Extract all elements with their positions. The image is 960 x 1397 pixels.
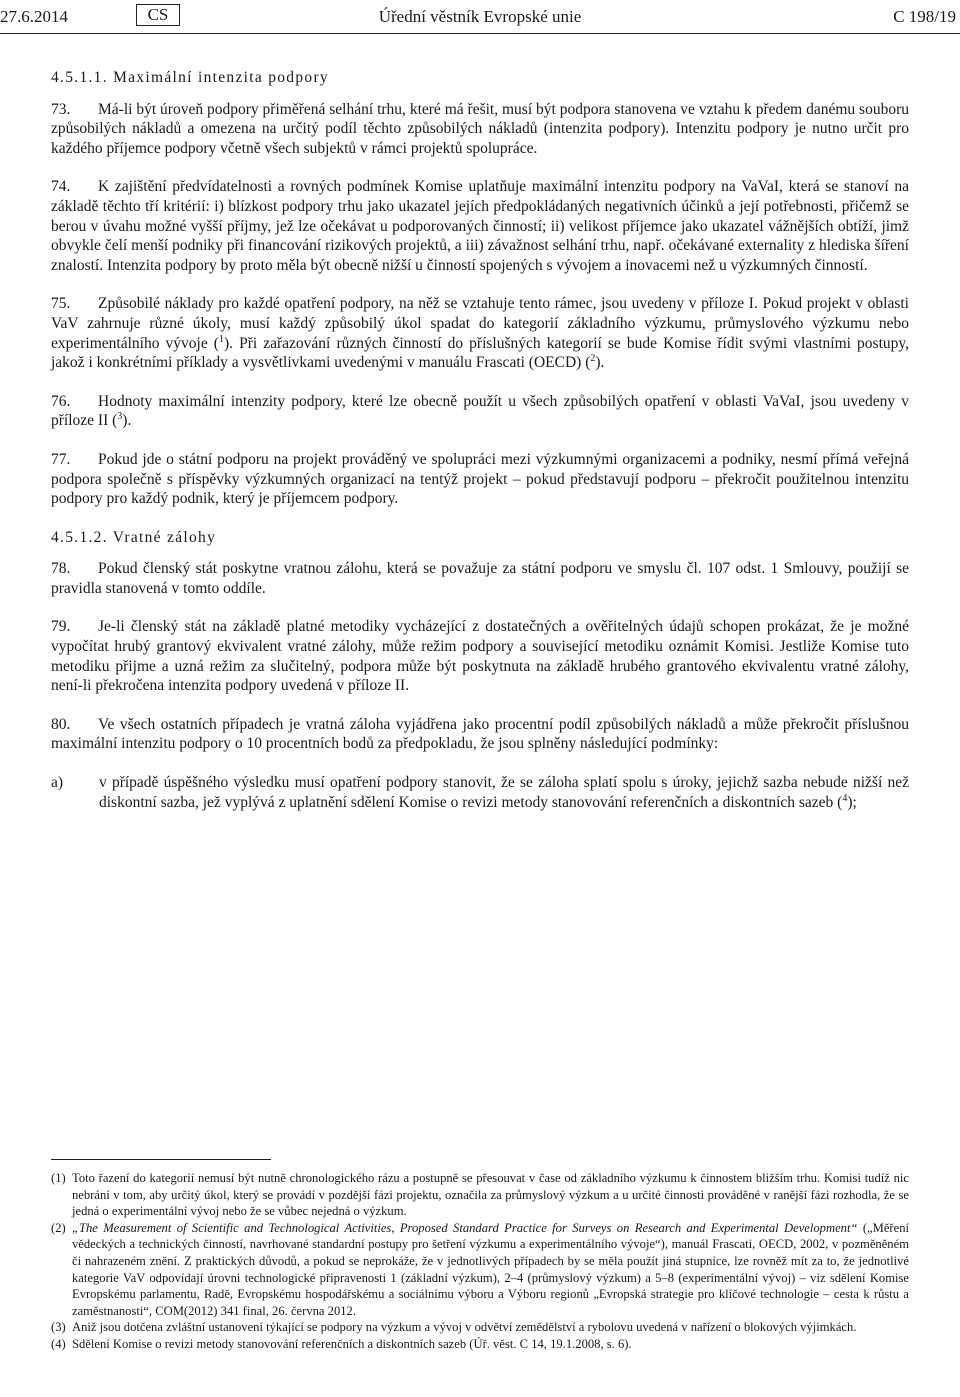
language-badge: CS bbox=[136, 4, 180, 26]
document-body bbox=[51, 68, 909, 812]
footnote-mark: (4) bbox=[51, 1336, 66, 1351]
paragraph-number: 75. bbox=[51, 295, 71, 313]
paragraph-text: Pokud jde o státní podporu na projekt prováděný ve spolupráci mezi výzkumnými organizacemi a podniky, nesmí přímá veřejná podpora společně s příspěvky výzkumných organizací na tentýž projekt – pokud představují podporu – překročit použitelnou intenzitu podpory pro každý podnik, který je příjemcem podpory. bbox=[51, 450, 909, 508]
paragraph-74 bbox=[51, 177, 909, 275]
footnote-italic-title: „The Measurement of Scientific and Technological Activities, Proposed Standard Practice for Surveys on Research and Experimental Development“ bbox=[72, 1220, 858, 1235]
paragraph-number: 80. bbox=[51, 715, 71, 733]
paragraph-number: 78. bbox=[51, 560, 71, 578]
header-rule bbox=[0, 33, 960, 34]
paragraph-text: Je-li členský stát na základě platné metodiky vycházející z dostatečných a ověřitelných údajů schopen prokázat, že je možné vypočítat hrubý grantový ekvivalent vratné zálohy, může režim podpory a související metodiku oznámit Komisi. Jestliže Komise tuto metodiku přijme a uzná režim za slučitelný, podpora může být poskytnuta na základě hrubého grantového ekvivalentu vratné zálohy, není-li překročena intenzita podpory uvedená v příloze II. bbox=[51, 618, 909, 695]
item-text: ); bbox=[847, 793, 857, 811]
paragraph-text: Způsobilé náklady pro každé opatření podpory, na něž se vztahuje tento rámec, jsou uvedeny v příloze I. Pokud projekt v oblasti VaV zahrnuje různé úkoly, musí každý způsobilý úkol spadat do kategorií základního výzkumu, průmyslového výzkumu nebo experimentálního vývoje ( bbox=[51, 295, 909, 352]
paragraph-text: Pokud členský stát poskytne vratnou zálohu, která se považuje za státní podporu ve smyslu čl. 107 odst. 1 Smlouvy, použijí se pravidla stanovená v tomto oddíle. bbox=[51, 560, 909, 597]
paragraph-73 bbox=[51, 100, 909, 159]
paragraph-text: ). bbox=[122, 412, 132, 430]
footnote-text: Toto řazení do kategorií nemusí být nutně chronologického rázu a postupně se přesouvat v čase od základního výzkumu k činnostem bližším trhu. Komisi tudíž nic nebrání v tom, aby určitý úkol, který se provádí v pozdější fázi projektu, označila za průmyslový výzkum a u určité činnosti prováděné v ranější fázi rozhodla, že se jedná o experimentální vývoj nebo že se vůbec nejedná o výzkum. bbox=[72, 1171, 909, 1219]
paragraph-text: Ve všech ostatních případech je vratná záloha vyjádřena jako procentní podíl způsobilých nákladů a může překročit příslušnou maximální intenzitu podpory o 10 procentních bodů za předpokladu, že jsou splněny následující podmínky: bbox=[51, 715, 909, 753]
paragraph-number: 79. bbox=[51, 618, 71, 636]
publication-date: 27.6.2014 bbox=[0, 7, 68, 26]
footnote-3 bbox=[51, 1319, 909, 1336]
footnote-4 bbox=[51, 1336, 909, 1353]
paragraph-79 bbox=[51, 617, 909, 695]
paragraph-80 bbox=[51, 715, 909, 754]
paragraph-78 bbox=[51, 559, 909, 598]
paragraph-number: 74. bbox=[51, 178, 71, 196]
footnote-text: Aniž jsou dotčena zvláštní ustanovení týkající se podpory na výzkum a vývoj v odvětví zemědělství a rybolovu uvedená v nařízení o blokových výjimkách. bbox=[72, 1320, 857, 1335]
footnote-ref-1[interactable]: 1 bbox=[218, 333, 224, 345]
paragraph-text: ). Při zařazování různých činností do příslušných kategorií se bude Komise řídit svými vlastními postupy, jakož i konkrétními příklady a vysvětlivkami uvedenými v manuálu Frascati (OECD) ( bbox=[51, 334, 909, 372]
footnote-text: („Měření vědeckých a technických činností, navrhované standardní postupy pro šetření výzkumu a experimentálního vývoje“), manuál Frascati, OECD, 2002, v pozměněném či nahrazeném znění. Z praktických důvodů, a pokud se neprokáže, že v jednotlivých případech by se měla použít jiná stupnice, lze rovněž mít za to, že jednotlivé kategorie VaV odpovídají úrovni technologické připravenosti 1 (základní výzkum), 2–4 (průmyslový výzkum) a 5–8 (experimentální vývoj) – viz sdělení Komise Evropskému parlamentu, Radě, Evropskému hospodářskému a sociálnímu výboru a Výboru regionů „Evropská strategie pro klíčové technologie – cesta k růstu a zaměstnanosti“, COM(2012) 341 final, 26. června 2012. bbox=[72, 1220, 909, 1318]
paragraph-number: 77. bbox=[51, 450, 71, 468]
footnote-ref-3[interactable]: 3 bbox=[117, 411, 123, 423]
footnote-mark: (2) bbox=[51, 1220, 66, 1235]
footnote-text: Sdělení Komise o revizi metody stanovování referenčních a diskontních sazeb (Úř. věst. C 14, 19.1.2008, s. 6). bbox=[72, 1336, 632, 1351]
section-heading-intensity: 4.5.1.1. Maximální intenzita podpory bbox=[51, 69, 329, 86]
footnote-rule bbox=[51, 1159, 271, 1160]
item-label: a) bbox=[51, 774, 64, 792]
paragraph-text: Má-li být úroveň podpory přiměřená selhání trhu, které má řešit, musí být podpora stanovena ve vztahu k předem danému souboru způsobilých nákladů a omezena na určitý podíl těchto způsobilých nákladů (intenzita podpory). Intenzitu podpory je nutno určit pro každého příjemce podpory včetně všech subjektů v rámci projektů spolupráce. bbox=[51, 100, 909, 157]
footnote-2 bbox=[51, 1220, 909, 1320]
paragraph-text: ). bbox=[595, 354, 605, 372]
page-reference: C 198/19 bbox=[893, 7, 956, 26]
paragraph-text: Hodnoty maximální intenzity podpory, které lze obecně použít u všech způsobilých opatření v oblasti VaVaI, jsou uvedeny v příloze II ( bbox=[51, 392, 909, 430]
paragraph-76 bbox=[51, 392, 909, 431]
paragraph-77 bbox=[51, 450, 909, 509]
journal-title: Úřední věstník Evropské unie bbox=[378, 7, 582, 26]
footnote-1 bbox=[51, 1170, 909, 1220]
footnote-ref-4[interactable]: 4 bbox=[842, 792, 848, 804]
page-header bbox=[0, 4, 960, 30]
footnote-mark: (3) bbox=[51, 1320, 66, 1335]
condition-item-a bbox=[51, 773, 909, 812]
footnote-mark: (1) bbox=[51, 1171, 66, 1185]
section-heading-advances: 4.5.1.2. Vratné zálohy bbox=[51, 528, 217, 546]
paragraph-text: K zajištění předvídatelnosti a rovných podmínek Komise uplatňuje maximální intenzitu podpory na VaVaI, která se stanoví na základě těchto tří kritérií: i) blízkost podpory trhu jako ukazatel jejích předpokládaných negativních účinků a její potřebnosti, přičemž se berou v úvahu možné vyšší příjmy, jež lze očekávat u podporovaných činností; ii) velikost příjemce jako ukazatel vážnějších obtíží, jimž obvykle čelí menší podniky při financování rizikových projektů, a iii) závažnost selhání trhu, např. očekávané externality z hlediska šíření znalostí. Intenzita podpory by proto měla být obecně nižší u činností spojených s vývojem a inovacemi než u výzkumných činností. bbox=[51, 178, 909, 274]
item-text: v případě úspěšného výsledku musí opatření podpory stanovit, že se záloha splatí spolu s úroky, jejichž sazba nebude nižší než diskontní sazba, jež vyplývá z uplatnění sdělení Komise o revizi metody stanovování referenčních a diskontních sazeb ( bbox=[99, 774, 909, 811]
paragraph-number: 73. bbox=[51, 100, 71, 118]
footnotes bbox=[51, 1170, 909, 1353]
paragraph-number: 76. bbox=[51, 392, 71, 410]
paragraph-75 bbox=[51, 294, 909, 372]
footnote-ref-2[interactable]: 2 bbox=[590, 352, 596, 364]
